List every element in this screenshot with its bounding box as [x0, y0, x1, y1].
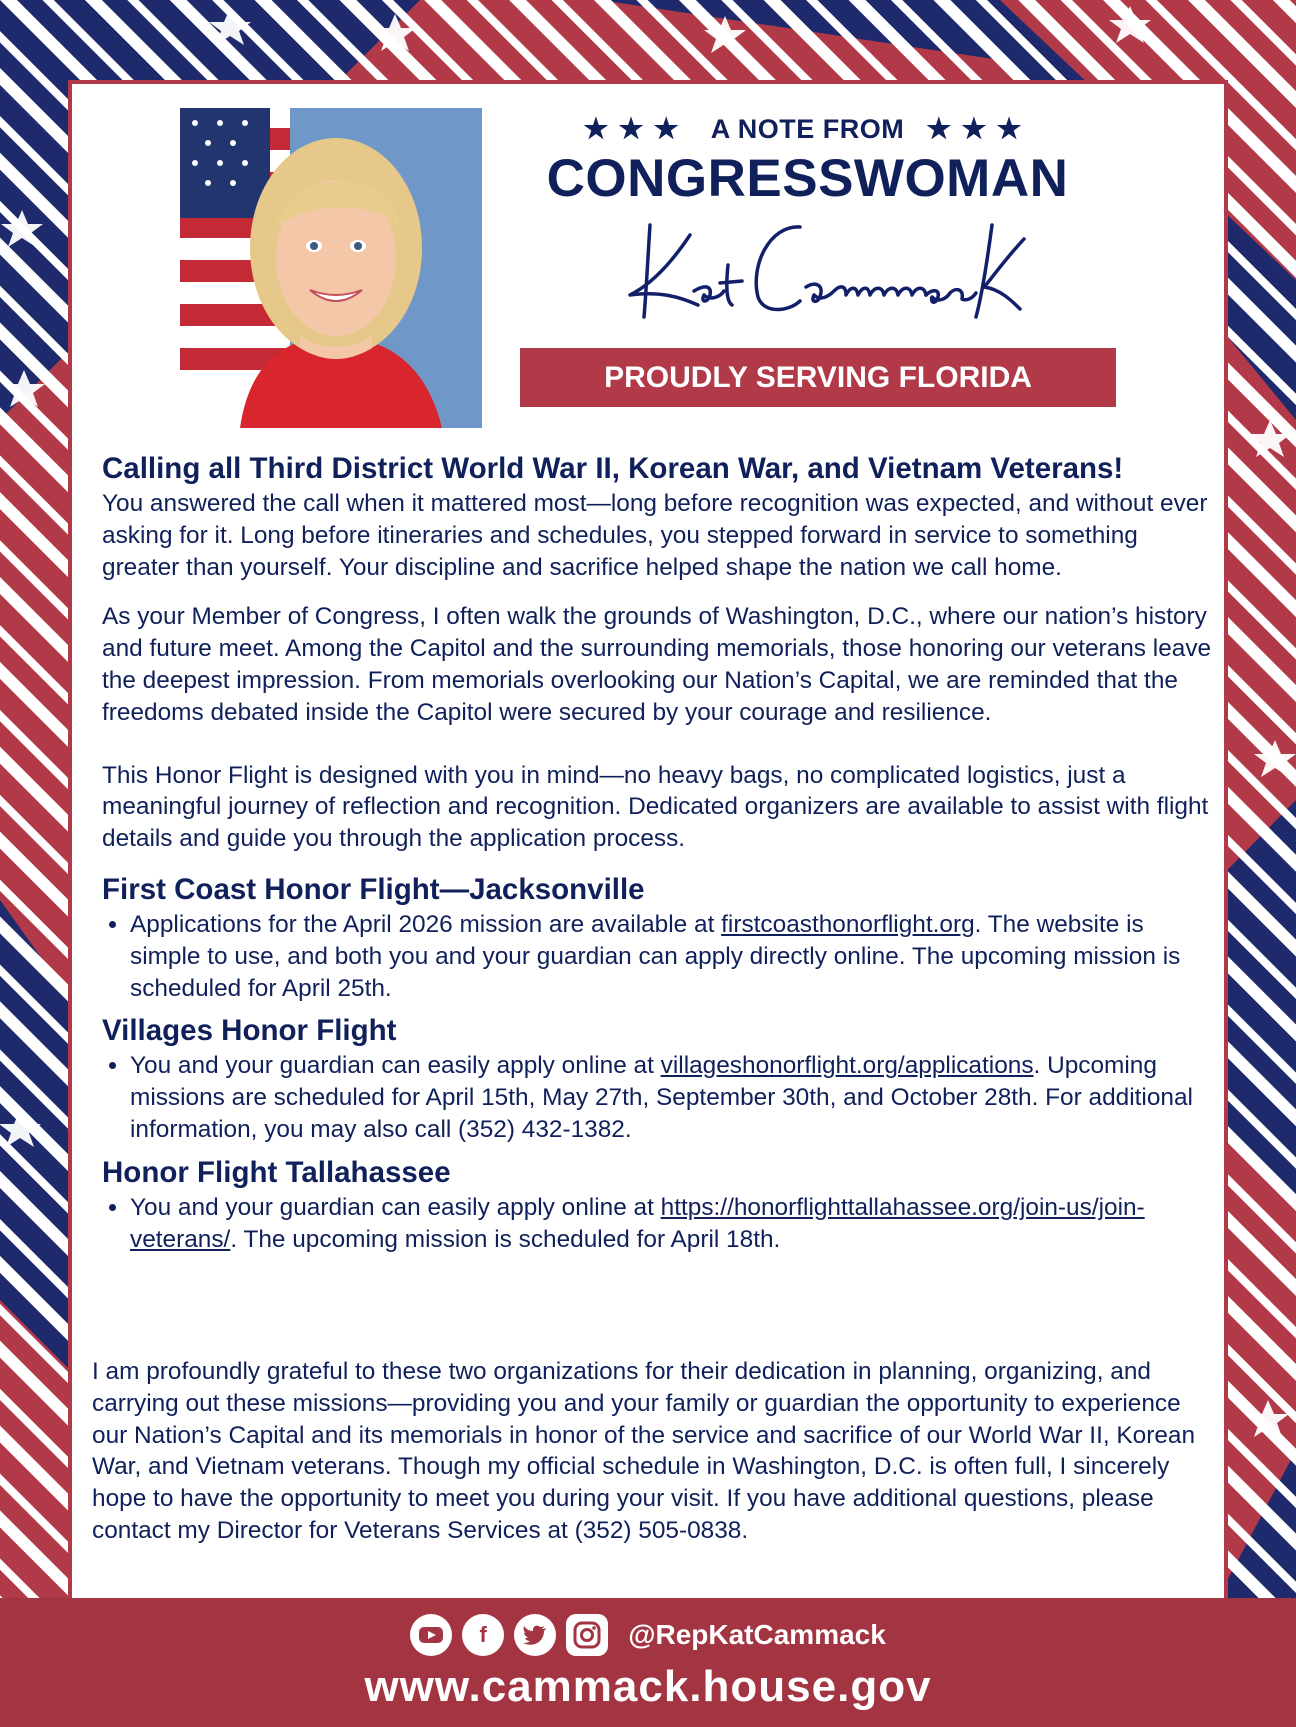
list-item [130, 1050, 1212, 1145]
note-from-text: A NOTE FROM [710, 114, 905, 144]
closing-paragraph: I am profoundly grateful to these two organizations for their dedication in planning, organizing, and carrying out these missions—providing you and your family or guardian the opportunity to experience our Nation’s Capital and its memorials in honor of the service and sacrifice of our World War II, Korean War, and Vietnam veterans. Though my official schedule in Washington, D.C. is often full, I sincerely hope to have the opportunity to meet you during your visit. If you have additional questions, please contact my Director for Veterans Services at (352) 505-0838. [92, 1358, 1196, 1544]
serving-banner: PROUDLY SERVING FLORIDA [520, 348, 1116, 407]
flight-list-villages [102, 1050, 1212, 1145]
flight-list-jacksonville [102, 909, 1212, 1004]
intro-paragraph-3: This Honor Flight is designed with you in mind—no heavy bags, no complicated logistics, just a meaningful journey of reflection and recognition. Dedicated organizers are available to assist with flight details and guide you through the application process. [102, 761, 1209, 853]
flight-text: . The upcoming mission is scheduled for April 18th. [230, 1225, 781, 1253]
flight-heading-jacksonville: First Coast Honor Flight—Jacksonville [102, 872, 645, 906]
social-handle[interactable]: @RepKatCammack [628, 1619, 886, 1650]
flight-heading-tallahassee: Honor Flight Tallahassee [102, 1155, 451, 1189]
list-item [130, 1192, 1212, 1256]
list-item [130, 909, 1212, 1004]
website-link[interactable]: www.cammack.house.gov [364, 1662, 932, 1711]
flight-text: You and your guardian can easily apply online at [130, 1193, 661, 1221]
letter-body [102, 450, 1212, 1255]
flight-text: . Upcoming missions are scheduled for April 15th, May 27th, September 30th, and October 28th. For additional information, you may also call (352) 432-1382. [130, 1052, 1193, 1143]
instagram-icon[interactable] [566, 1614, 608, 1656]
portrait-photo [180, 108, 482, 428]
signature [620, 205, 1030, 335]
intro-heading: Calling all Third District World War II, Korean War, and Vietnam Veterans! [102, 452, 1124, 485]
firstcoast-link[interactable]: firstcoasthonorflight.org [721, 910, 975, 938]
flight-text: . The website is simple to use, and both you and your guardian can apply directly online. The upcoming mission is scheduled for April 25th. [130, 910, 1181, 1002]
tallahassee-link[interactable]: https://honorflighttallahassee.org/join-us/join-veterans/ [130, 1193, 1145, 1253]
social-bar [0, 1614, 1296, 1656]
facebook-icon[interactable]: f [462, 1614, 504, 1656]
flight-list-tallahassee [102, 1192, 1212, 1256]
intro-paragraph-1: You answered the call when it mattered most—long before recognition was expected, and without ever asking for it. Long before itineraries and schedules, you stepped forward in service to something greater than yourself. Your discipline and sacrifice helped shape the nation we call home. [102, 490, 1208, 581]
flight-text: Applications for the April 2026 mission are available at [130, 910, 722, 938]
star-icons-left: ★★★ [583, 113, 689, 144]
youtube-icon[interactable] [410, 1614, 452, 1656]
flight-heading-villages: Villages Honor Flight [102, 1014, 397, 1048]
twitter-icon[interactable] [514, 1614, 556, 1656]
star-icons-right: ★★★ [926, 113, 1032, 144]
flight-text: You and your guardian can easily apply online at [130, 1052, 661, 1080]
note-from-label [520, 112, 1095, 145]
villages-link[interactable]: villageshonorflight.org/applications [660, 1052, 1034, 1080]
page-title: CONGRESSWOMAN [546, 149, 1069, 208]
intro-paragraph-2: As your Member of Congress, I often walk the grounds of Washington, D.C., where our nation’s history and future meet. Among the Capitol and the surrounding memorials, those honoring our veterans leave the deepest impression. From memorials overlooking our Nation’s Capital, we are reminded that the freedoms debated inside the Capitol were secured by your courage and resilience. [102, 603, 1212, 726]
footer [0, 1598, 1296, 1727]
